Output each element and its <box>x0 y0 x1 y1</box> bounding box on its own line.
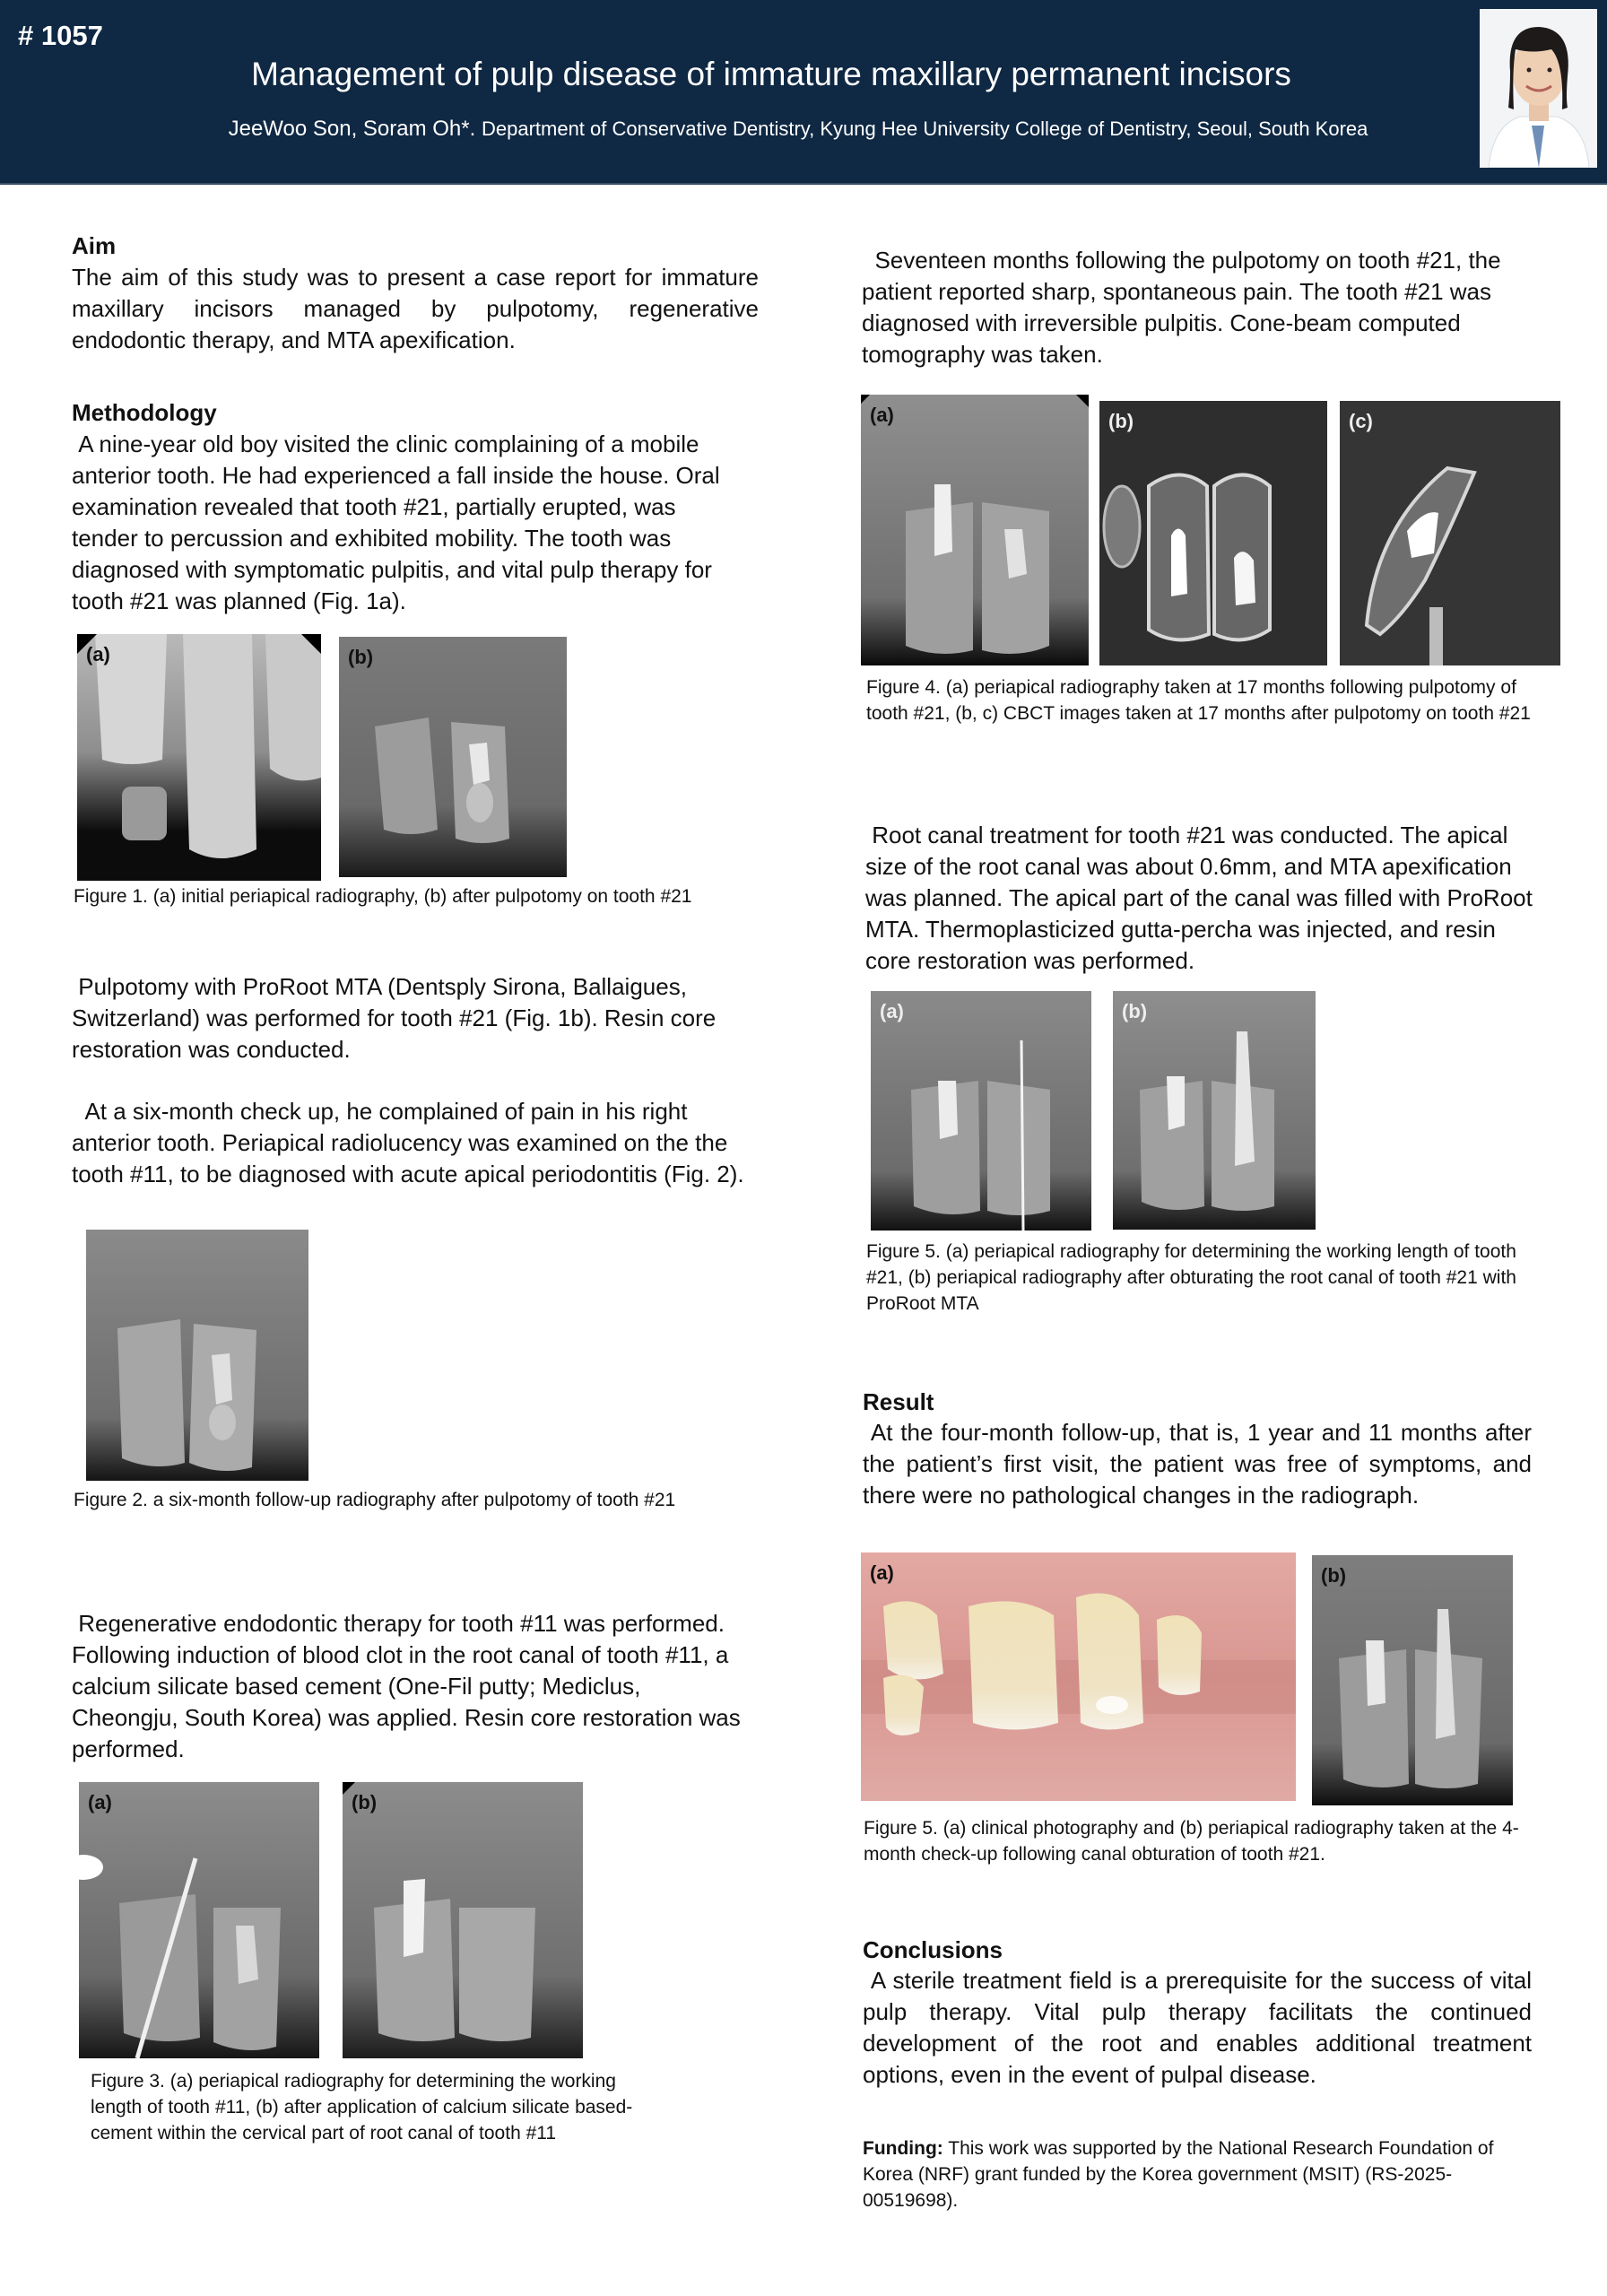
figure1b-label: (b) <box>348 646 374 668</box>
figure5a-label: (a) <box>880 1000 904 1022</box>
result-body: At the four-month follow-up, that is, 1 year and 11 months after the patient’s first visit, the patient was free of symptoms, and there were no pathological changes in the radiograph. <box>863 1419 1532 1509</box>
figure2-radiograph <box>86 1230 308 1481</box>
figure4b-cbct <box>1099 401 1327 665</box>
figure1a-radiograph <box>77 634 321 881</box>
author-photo <box>1480 9 1597 168</box>
figure4a-label: (a) <box>870 404 894 426</box>
figure6-caption: Figure 5. (a) clinical photography and (b) periapical radiography taken at the 4-month check-up following canal obturation of tooth #21. <box>864 1818 1519 1865</box>
figure6a-label: (a) <box>870 1561 894 1584</box>
figure5-caption: Figure 5. (a) periapical radiography for determining the working length of tooth #21, (b) periapical radiography after obturating the root canal of tooth #21 with ProRoot MTA <box>866 1241 1516 1314</box>
figure3b-label: (b) <box>352 1791 378 1813</box>
funding-body: This work was supported by the National Research Foundation of Korea (NRF) grant funded by the Korea government (MSIT) (RS-2025-00519698). <box>863 2138 1494 2211</box>
figure4-caption: Figure 4. (a) periapical radiography taken at 17 months following pulpotomy of tooth #21, (b, c) CBCT images taken at 17 months after pulpotomy on tooth #21 <box>866 677 1531 724</box>
poster-header <box>0 0 1607 185</box>
figure4c-label: (c) <box>1349 410 1373 432</box>
figure5b-radiograph <box>1113 991 1316 1230</box>
affiliation: Department of Conservative Dentistry, Kyung Hee University College of Dentistry, Seoul, South Korea <box>481 117 1368 140</box>
six-month-paragraph: At a six-month check up, he complained of pain in his right anterior tooth. Periapical radiolucency was examined on the the tooth #11, to be diagnosed with acute apical periodontitis (Fig. 2). <box>72 1098 744 1187</box>
figure3a-label: (a) <box>88 1791 112 1813</box>
result-heading: Result <box>863 1388 934 1415</box>
figure4b-label: (b) <box>1108 410 1134 432</box>
poster-title: Management of pulp disease of immature maxillary permanent incisors <box>251 56 1291 92</box>
figure1a-label: (a) <box>86 643 110 665</box>
author-names: JeeWoo Son, Soram Oh*. <box>228 117 476 141</box>
figure4c-cbct <box>1340 401 1560 665</box>
figure6b-radiograph <box>1312 1555 1513 1805</box>
authors-line <box>135 117 1462 142</box>
conclusions-body: A sterile treatment field is a prerequisite for the success of vital pulp therapy. Vital pulp therapy facilitats the continued development of the root and enables additional treatment options, even in the event of pulpal disease. <box>863 1967 1532 2088</box>
pulpotomy-paragraph: Pulpotomy with ProRoot MTA (Dentsply Sirona, Ballaigues, Switzerland) was performed for tooth #21 (Fig. 1b). Resin core restoration was conducted. <box>72 973 717 1063</box>
figure5a-radiograph <box>871 991 1091 1231</box>
figure1b-radiograph <box>339 637 567 877</box>
figure3b-radiograph <box>343 1782 583 2058</box>
funding-note <box>863 2135 1508 2213</box>
regenerative-paragraph: Regenerative endodontic therapy for tooth #11 was performed. Following induction of blood clot in the root canal of tooth #11, a calcium silicate based cement (One-Fil putty; Mediclus, Cheongju, South Korea) was applied. Resin core restoration was performed. <box>72 1610 741 1762</box>
figure3a-radiograph <box>79 1782 319 2058</box>
figure3-caption: Figure 3. (a) periapical radiography for determining the working length of tooth #11, (b) after application of calcium silicate based-cement within the cervical part of root canal of tooth #11 <box>91 2071 633 2144</box>
funding-label: Funding: <box>863 2138 943 2159</box>
figure5b-label: (b) <box>1122 1000 1148 1022</box>
figure6b-label: (b) <box>1321 1564 1347 1587</box>
figure4a-radiograph <box>861 395 1089 665</box>
figure6a-clinical-photo <box>861 1552 1296 1801</box>
root-canal-paragraph: Root canal treatment for tooth #21 was conducted. The apical size of the root canal was about 0.6mm, and MTA apexification was planned. The apical part of the canal was filled with ProRoot MTA. Thermoplasticized gutta-percha was injected, and resin core restoration was performed. <box>865 822 1533 974</box>
figure1-caption: Figure 1. (a) initial periapical radiography, (b) after pulpotomy on tooth #21 <box>74 886 692 907</box>
figure2-caption: Figure 2. a six-month follow-up radiography after pulpotomy of tooth #21 <box>74 1490 676 1510</box>
poster-id: # 1057 <box>18 20 103 51</box>
aim-body: The aim of this study was to present a case report for immature maxillary incisors managed by pulpotomy, regenerative endodontic therapy, and MTA apexification. <box>72 264 759 353</box>
methodology-body: A nine-year old boy visited the clinic complaining of a mobile anterior tooth. He had experienced a fall inside the house. Oral examination revealed that tooth #21, partially erupted, was tender to percussion and exhibited mobility. The tooth was diagnosed with symptomatic pulpitis, and vital pulp therapy for tooth #21 was planned (Fig. 1a). <box>72 430 720 614</box>
seventeen-months-paragraph: Seventeen months following the pulpotomy on tooth #21, the patient reported sharp, spontaneous pain. The tooth #21 was diagnosed with irreversible pulpitis. Cone-beam computed tomography was taken. <box>862 247 1501 368</box>
methodology-heading: Methodology <box>72 399 217 426</box>
conclusions-heading: Conclusions <box>863 1936 1003 1963</box>
aim-heading: Aim <box>72 232 117 259</box>
